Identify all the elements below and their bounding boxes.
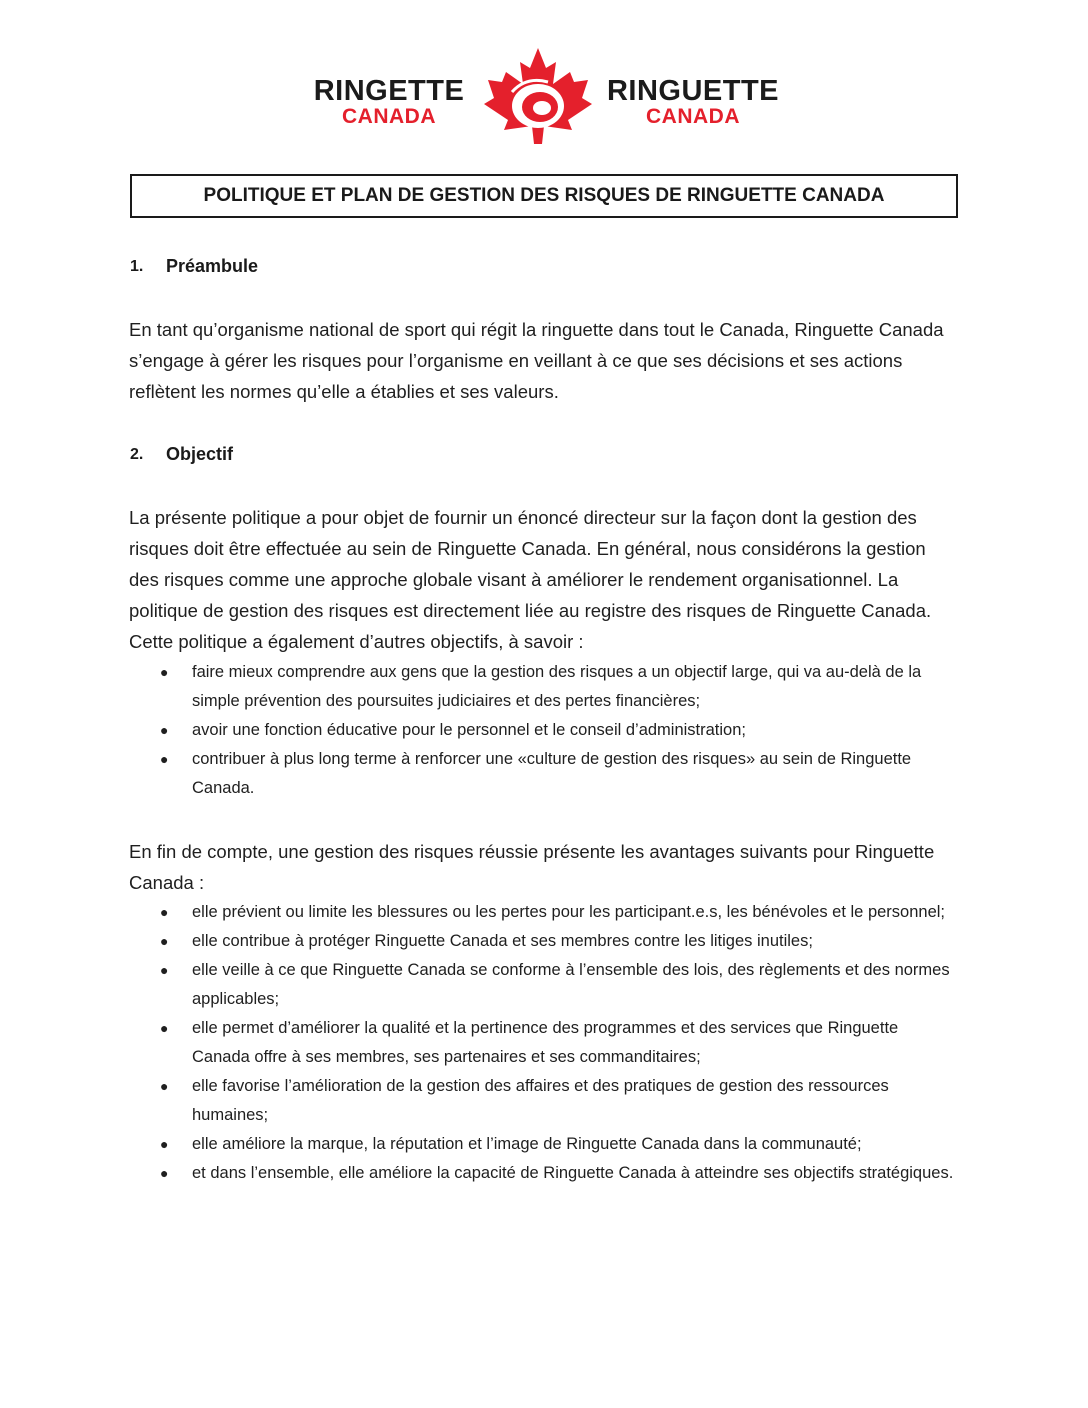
list-item [160,927,960,956]
logo-left-line2: CANADA [342,105,436,128]
objectives-bullet-list [160,658,960,803]
section-title: Préambule [166,256,259,276]
logo-right-line1: RINGUETTE [606,75,780,107]
ringette-canada-logo [300,46,790,146]
list-item [160,658,960,716]
benefits-intro-paragraph: En fin de compte, une gestion des risques réussie présente les avantages suivants pour Ringuette Canada : [129,841,935,893]
logo-french-wordmark [598,76,788,128]
list-item-text: contribuer à plus long terme à renforcer une «culture de gestion des risques» au sein de Ringuette Canada. [192,750,912,797]
list-item [160,745,960,803]
section-title: Objectif [166,444,234,464]
section-heading-preambule [130,256,258,278]
bullet-icon: ● [160,751,169,767]
logo-right-line2: CANADA [646,105,740,128]
list-item-text: elle favorise l’amélioration de la gestion des affaires et des pratiques de gestion des ressources humaines; [192,1077,889,1124]
section-number: 2. [130,446,144,463]
section-paragraph-preambule: En tant qu’organisme national de sport qui régit la ringuette dans tout le Canada, Ringuette Canada s’engage à gérer les risques pour l’organisme en veillant à ce que ses décisions et ses actions reflètent les normes qu’elle a établies et ses valeurs. [129,319,944,402]
list-item-text: elle contribue à protéger Ringuette Canada et ses membres contre les litiges inutiles; [192,932,813,950]
section-number: 1. [130,258,144,275]
bullet-icon: ● [160,1136,169,1152]
list-item [160,898,960,927]
bullet-icon: ● [160,962,169,978]
list-item-text: et dans l’ensemble, elle améliore la capacité de Ringuette Canada à atteindre ses objectifs stratégiques. [192,1164,954,1182]
bullet-icon: ● [160,904,169,920]
list-item [160,1159,960,1188]
list-item-text: elle prévient ou limite les blessures ou les pertes pour les participant.e.s, les bénévoles et le personnel; [192,903,945,921]
bullet-icon: ● [160,1020,169,1036]
list-item [160,716,960,745]
list-item-text: faire mieux comprendre aux gens que la gestion des risques a un objectif large, qui va au-delà de la simple prévention des poursuites judiciaires et des pertes financières; [192,663,922,710]
logo-english-wordmark [304,76,474,128]
benefits-bullet-list [160,898,960,1188]
bullet-icon: ● [160,1078,169,1094]
list-item [160,1130,960,1159]
bullet-icon: ● [160,933,169,949]
bullet-icon: ● [160,722,169,738]
maple-leaf-ring-icon [478,46,598,146]
logo-left-line1: RINGETTE [313,75,465,107]
list-item-text: elle permet d’améliorer la qualité et la pertinence des programmes et des services que Ringuette Canada offre à ses membres, ses partenaires et ses commanditaires; [192,1019,899,1066]
list-item-text: elle améliore la marque, la réputation et l’image de Ringuette Canada dans la communauté; [192,1135,862,1153]
list-item [160,956,960,1014]
document-title: POLITIQUE ET PLAN DE GESTION DES RISQUES DE RINGUETTE CANADA [130,174,958,218]
section-paragraph-objectif: La présente politique a pour objet de fournir un énoncé directeur sur la façon dont la gestion des risques doit être effectuée au sein de Ringuette Canada. En général, nous considérons la gestion des risques comme une approche globale visant à améliorer le rendement organisationnel. La politique de gestion des risques est directement liée au registre des risques de Ringuette Canada. Cette politique a également d’autres objectifs, à savoir : [129,507,932,652]
list-item [160,1072,960,1130]
list-item-text: avoir une fonction éducative pour le personnel et le conseil d’administration; [192,721,746,739]
list-item-text: elle veille à ce que Ringuette Canada se conforme à l’ensemble des lois, des règlements et des normes applicables; [192,961,950,1008]
section-heading-objectif [130,444,233,466]
bullet-icon: ● [160,1165,169,1181]
list-item [160,1014,960,1072]
bullet-icon: ● [160,664,169,680]
